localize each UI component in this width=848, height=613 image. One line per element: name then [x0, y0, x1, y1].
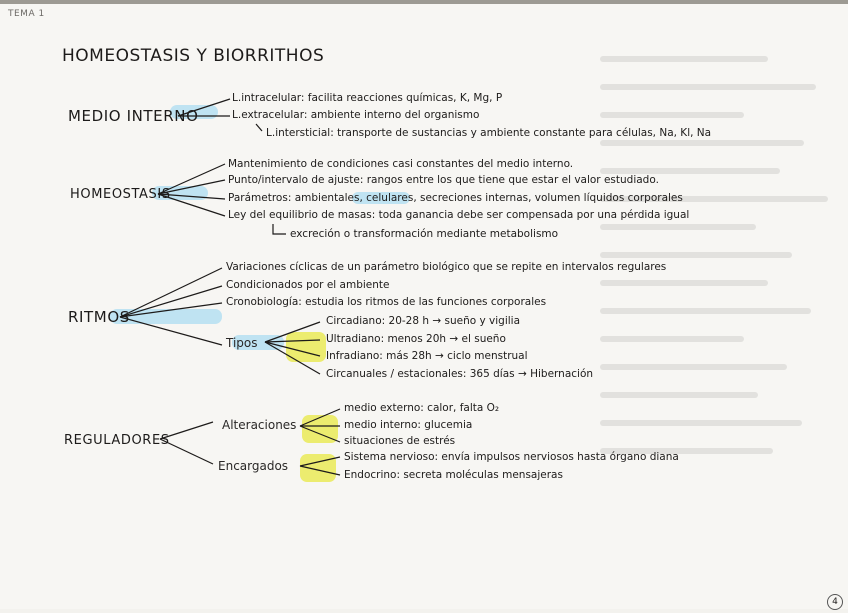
tipo-item: Circadiano: 20-28 h → sueño y vigilia	[326, 315, 521, 327]
tema-label: TEMA 1	[8, 9, 45, 19]
homeostasis-item: Ley del equilibrio de masas: toda ganancia debe ser compensada por una pérdida igual	[228, 209, 690, 221]
alteracion-item: medio interno: glucemia	[344, 419, 473, 431]
medio-interno-item: L.extracelular: ambiente interno del organismo	[232, 109, 480, 121]
ritmos-item: Variaciones cíclicas de un parámetro biológico que se repite en intervalos regulares	[226, 261, 667, 273]
tipo-item: Ultradiano: menos 20h → el sueño	[326, 333, 506, 345]
homeostasis-label: HOMEOSTASIS	[70, 187, 171, 202]
homeostasis-item: Parámetros: ambientales, celulares, secreciones internas, volumen líquidos corporales	[228, 192, 683, 204]
ritmos-label: RITMOS	[68, 308, 130, 326]
ritmos-item: Cronobiología: estudia los ritmos de las funciones corporales	[226, 296, 547, 308]
medio-interno-label: MEDIO INTERNO	[68, 107, 199, 125]
tipo-item: Infradiano: más 28h → ciclo menstrual	[326, 350, 528, 362]
encargados-label: Encargados	[218, 459, 289, 473]
reguladores-label: REGULADORES	[64, 433, 170, 448]
alteracion-item: medio externo: calor, falta O₂	[344, 402, 500, 414]
tipos-label: Tipos	[226, 336, 258, 350]
homeostasis-item: Mantenimiento de condiciones casi constantes del medio interno.	[228, 158, 574, 170]
medio-interno-item: L.intersticial: transporte de sustancias y ambiente constante para células, Na, Kl, Na	[266, 127, 712, 139]
encargado-item: Sistema nervioso: envía impulsos nerviosos hasta órgano diana	[344, 451, 679, 463]
ritmos-item: Condicionados por el ambiente	[226, 279, 390, 291]
alteraciones-label: Alteraciones	[222, 418, 297, 432]
medio-interno-item: L.intracelular: facilita reacciones químicas, K, Mg, P	[232, 92, 503, 104]
homeostasis-sub-item: excreción o transformación mediante metabolismo	[290, 228, 559, 240]
encargado-item: Endocrino: secreta moléculas mensajeras	[344, 469, 563, 481]
alteracion-item: situaciones de estrés	[344, 435, 456, 447]
page-number: 4	[827, 594, 843, 610]
tipo-item: Circanuales / estacionales: 365 días → Hibernación	[326, 368, 594, 380]
page-title: HOMEOSTASIS Y BIORRITHOS	[62, 46, 325, 66]
homeostasis-item: Punto/intervalo de ajuste: rangos entre los que tiene que estar el valor estudiado.	[228, 174, 659, 186]
